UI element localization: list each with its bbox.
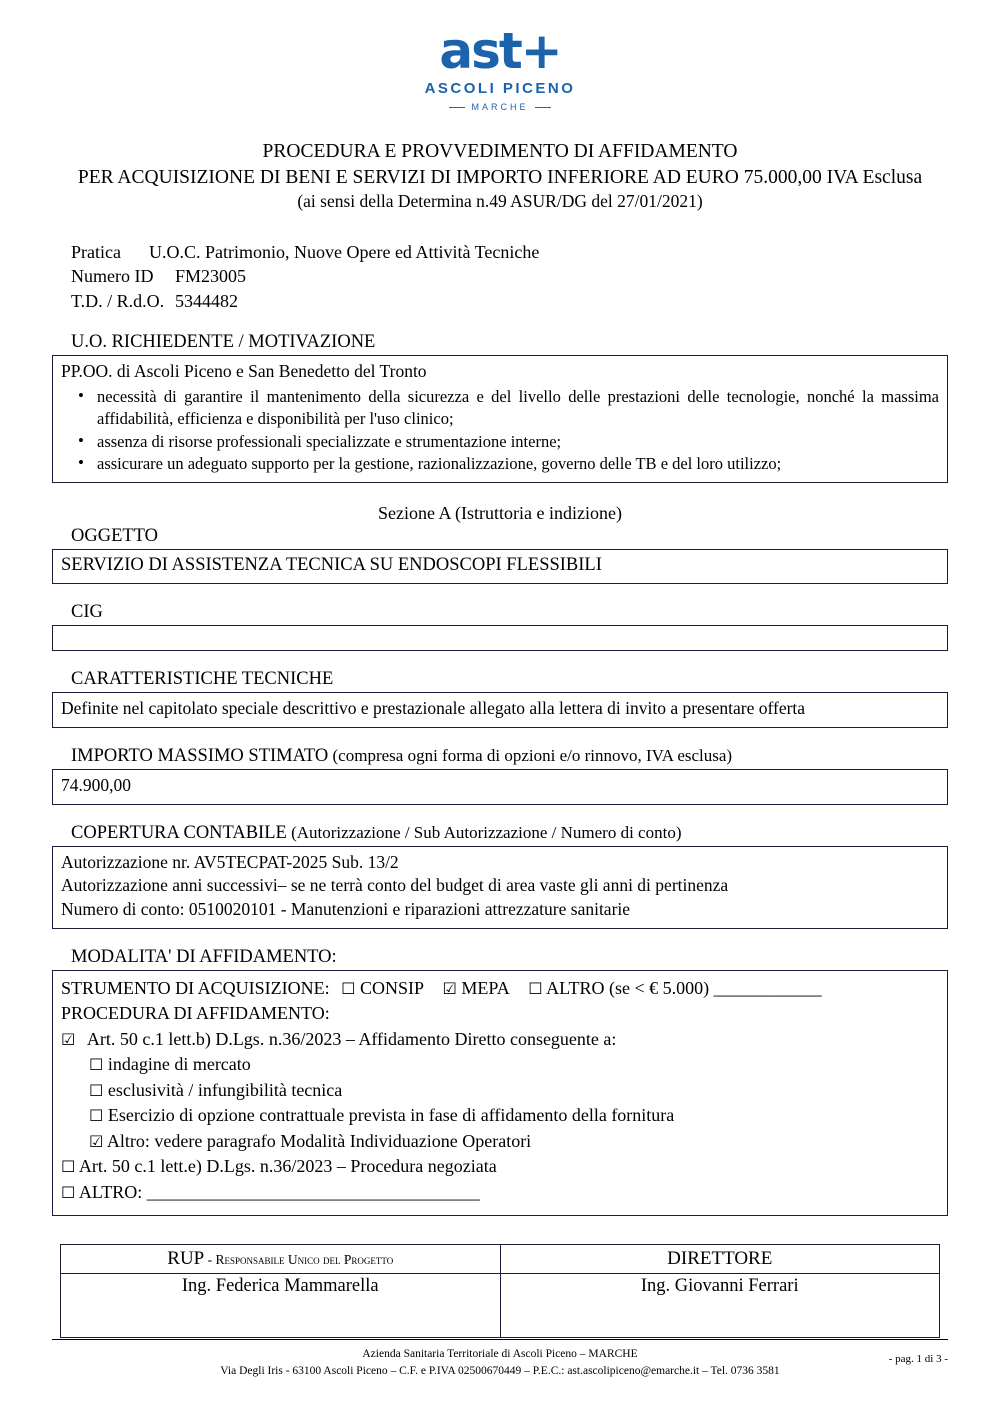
uo-richiedente-heading: U.O. RICHIEDENTE / MOTIVAZIONE — [71, 332, 376, 353]
caratteristiche-box — [52, 692, 948, 728]
checkbox-esclusivita[interactable]: ☐ — [89, 1080, 104, 1100]
sub-option-row — [61, 1078, 939, 1104]
sezione-a-heading: Sezione A (Istruttoria e indizione) — [378, 503, 622, 524]
checkbox-consip[interactable]: ☐ — [341, 978, 356, 998]
ast-logo-icon: ast+ — [439, 22, 561, 80]
rup-title: RUP — [167, 1248, 205, 1270]
importo-value: 74.900,00 — [61, 775, 131, 796]
direttore-title: DIRETTORE — [667, 1248, 773, 1270]
title-line-3: (ai sensi della Determina n.49 ASUR/DG del 27/01/2021) — [297, 191, 703, 212]
altro-row — [61, 1180, 939, 1206]
modalita-heading: MODALITA' DI AFFIDAMENTO: — [71, 946, 337, 967]
copertura-heading-note: (Autorizzazione / Sub Autorizzazione / Numero di conto) — [286, 822, 682, 842]
strumento-blank-field[interactable]: ____________ — [713, 977, 822, 998]
title-line-2: PER ACQUISIZIONE DI BENI E SERVIZI DI IMPORTO INFERIORE AD EURO 75.000,00 IVA Esclusa — [77, 166, 923, 188]
td-rdo-label: T.D. / R.d.O. — [71, 291, 165, 312]
direttore-header-cell — [500, 1245, 940, 1274]
importo-heading-main: IMPORTO MASSIMO STIMATO — [71, 746, 329, 767]
rup-subtitle: - Responsabile Unico del Progetto — [204, 1252, 394, 1268]
numero-id-label: Numero ID — [71, 266, 154, 287]
checkbox-consip-label: CONSIP — [360, 977, 425, 998]
footer-divider — [52, 1339, 948, 1340]
footer-line-1: Azienda Sanitaria Territoriale di Ascoli Piceno – MARCHE — [362, 1347, 638, 1360]
practice-info — [52, 240, 948, 314]
checkbox-art50-lette[interactable]: ☐ — [61, 1157, 76, 1177]
checkbox-altro-strumento-label: ALTRO (se < € 5.000) — [546, 977, 710, 998]
cig-box[interactable] — [52, 625, 948, 651]
pratica-label: Pratica — [71, 241, 121, 262]
table-row — [61, 1274, 940, 1338]
importo-heading-note: (compresa ogni forma di opzioni e/o rinnovo, IVA esclusa) — [328, 746, 733, 766]
importo-box — [52, 769, 948, 805]
checkbox-altro-finale[interactable]: ☐ — [61, 1182, 76, 1202]
footer-line-2: Via Degli Iris - 63100 Ascoli Piceno – C.F. e P.IVA 02500670449 – P.E.C.: ast.ascolipiceno@emarche.it – Tel. 0736 3581 — [220, 1364, 780, 1377]
footer-page-number: - pag. 1 di 3 - — [888, 1352, 948, 1365]
copertura-line: Numero di conto: 0510020101 - Manutenzioni e riparazioni attrezzature sanitarie — [61, 898, 631, 919]
art50b-row — [61, 1027, 939, 1053]
checkbox-altro-strumento[interactable]: ☐ — [528, 978, 543, 998]
page-footer — [52, 1339, 948, 1381]
sub-option-row — [61, 1103, 939, 1129]
art50e-row — [61, 1154, 939, 1180]
logo-block — [52, 0, 948, 115]
table-row — [61, 1245, 940, 1274]
checkbox-art50-lettb[interactable]: ☑ — [61, 1029, 76, 1049]
footer-text — [52, 1346, 948, 1381]
checkbox-altro-paragrafo[interactable]: ☑ — [89, 1131, 104, 1151]
caratteristiche-heading: CARATTERISTICHE TECNICHE — [71, 669, 334, 690]
rup-name-cell: Ing. Federica Mammarella — [61, 1274, 501, 1338]
strumento-row — [61, 976, 939, 1002]
logo-organization-name: ASCOLI PICENO — [424, 80, 576, 97]
checkbox-opzione-contrattuale[interactable]: ☐ — [89, 1106, 104, 1126]
title-line-1: PROCEDURA E PROVVEDIMENTO DI AFFIDAMENTO — [262, 141, 738, 162]
signature-table — [60, 1244, 940, 1338]
td-rdo-value: 5344482 — [175, 291, 238, 312]
sub-option-row — [61, 1129, 939, 1155]
list-item: • assicurare un adeguato supporto per la gestione, razionalizzazione, governo delle TB e del loro utilizzo; — [95, 453, 939, 475]
oggetto-heading: OGGETTO — [71, 526, 159, 547]
uo-bullet-list — [61, 386, 939, 476]
caratteristiche-value: Definite nel capitolato speciale descrittivo e prestazionale allegato alla lettera di invito a presentare offerta — [61, 698, 806, 719]
indagine-mercato-label: indagine di mercato — [107, 1054, 251, 1075]
copertura-line: Autorizzazione nr. AV5TECPAT-2025 Sub. 13/2 — [61, 851, 399, 872]
uo-intro-text: PP.OO. di Ascoli Piceno e San Benedetto del Tronto — [61, 361, 427, 382]
numero-id-value: FM23005 — [175, 266, 247, 287]
list-item: • assenza di risorse professionali specializzate e strumentazione interne; — [95, 431, 939, 453]
strumento-label: STRUMENTO DI ACQUISIZIONE: — [61, 977, 330, 998]
art50-lette-label: Art. 50 c.1 lett.e) D.Lgs. n.36/2023 – Procedura negoziata — [78, 1156, 497, 1177]
altro-paragrafo-label: Altro: vedere paragrafo Modalità Individuazione Operatori — [106, 1130, 532, 1151]
modalita-box — [52, 970, 948, 1217]
art50-lettb-label: Art. 50 c.1 lett.b) D.Lgs. n.36/2023 – Affidamento Diretto conseguente a: — [86, 1028, 617, 1049]
pratica-value: U.O.C. Patrimonio, Nuove Opere ed Attività Tecniche — [148, 241, 540, 262]
procedura-label: PROCEDURA DI AFFIDAMENTO: — [61, 1003, 330, 1024]
list-item: • necessità di garantire il mantenimento della sicurezza e del livello delle prestazioni delle tecnologie, nonché la massima affidabilità, efficienza e disponibilità per l'uso clinico; — [95, 386, 939, 430]
copertura-heading — [52, 823, 948, 844]
sub-option-row — [61, 1052, 939, 1078]
esclusivita-label: esclusività / infungibilità tecnica — [107, 1079, 343, 1100]
uo-richiedente-box — [52, 355, 948, 483]
copertura-line: Autorizzazione anni successivi– se ne terrà conto del budget di area vaste gli anni di pertinenza — [61, 875, 729, 896]
oggetto-box — [52, 549, 948, 584]
cig-heading: CIG — [71, 602, 103, 623]
copertura-heading-main: COPERTURA CONTABILE — [71, 822, 287, 843]
copertura-box — [52, 846, 948, 929]
direttore-name-cell: Ing. Giovanni Ferrari — [500, 1274, 940, 1338]
checkbox-mepa-label: MEPA — [461, 977, 510, 998]
page-title — [52, 139, 948, 214]
checkbox-mepa[interactable]: ☑ — [442, 978, 457, 998]
altro-finale-blank[interactable]: _____________________________________ — [146, 1181, 480, 1202]
oggetto-value: SERVIZIO DI ASSISTENZA TECNICA SU ENDOSCOPI FLESSIBILI — [61, 555, 602, 576]
altro-finale-label: ALTRO: — [78, 1181, 143, 1202]
checkbox-indagine-mercato[interactable]: ☐ — [89, 1055, 104, 1075]
logo-region-label: MARCHE — [471, 102, 529, 112]
importo-heading — [52, 746, 948, 767]
rup-header-cell — [61, 1245, 501, 1274]
opzione-contrattuale-label: Esercizio di opzione contrattuale prevista in fase di affidamento della fornitura — [107, 1105, 675, 1126]
